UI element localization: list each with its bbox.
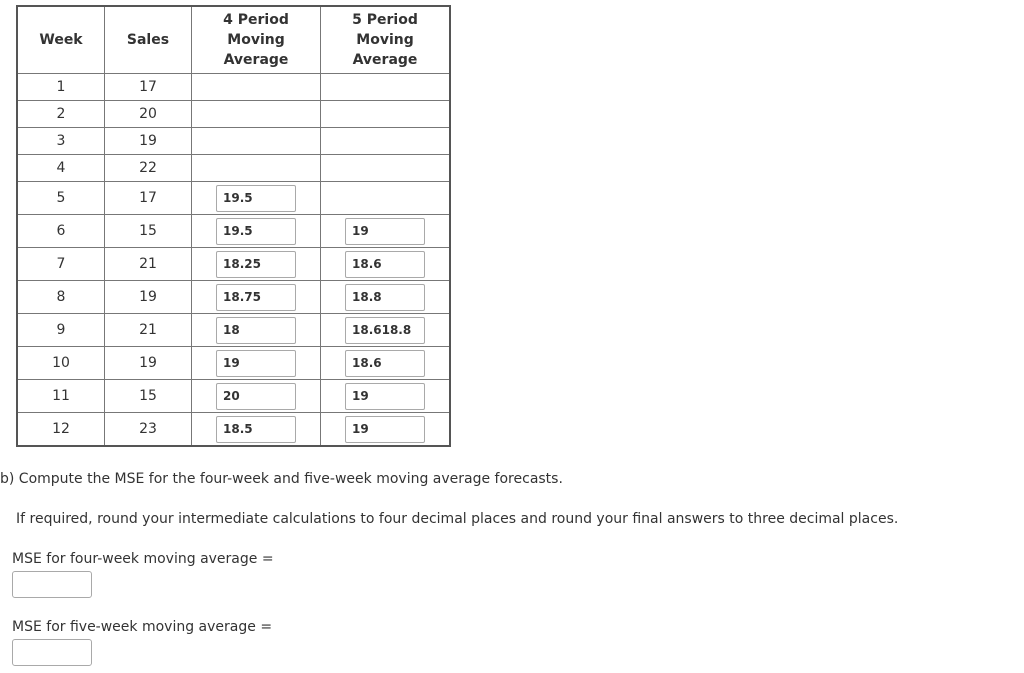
ma4-input[interactable]: 18 <box>216 317 296 344</box>
ma4-input[interactable]: 20 <box>216 383 296 410</box>
week-cell: 4 <box>17 155 105 182</box>
sales-cell: 15 <box>105 380 192 413</box>
ma5-cell <box>321 314 451 347</box>
part-b-question: b) Compute the MSE for the four-week and five-week moving average forecasts. <box>0 471 563 487</box>
week-cell: 8 <box>17 281 105 314</box>
ma4-cell <box>192 182 321 215</box>
mse-five-week-label: MSE for five-week moving average = <box>12 619 273 635</box>
ma4-cell <box>192 101 321 128</box>
ma4-header-line-3: Average <box>223 52 289 68</box>
ma5-input[interactable]: 19 <box>345 416 425 443</box>
week-cell: 6 <box>17 215 105 248</box>
ma5-cell <box>321 101 451 128</box>
ma5-cell <box>321 413 451 447</box>
ma4-cell <box>192 128 321 155</box>
week-cell: 1 <box>17 74 105 101</box>
ma5-input[interactable]: 19 <box>345 218 425 245</box>
sales-cell: 22 <box>105 155 192 182</box>
sales-cell: 17 <box>105 182 192 215</box>
ma4-input[interactable]: 19.5 <box>216 218 296 245</box>
table-row <box>17 314 450 347</box>
week-cell: 7 <box>17 248 105 281</box>
table-row <box>17 413 450 447</box>
ma4-input[interactable]: 19.5 <box>216 185 296 212</box>
ma5-input[interactable]: 18.618.8 <box>345 317 425 344</box>
ma5-header-line-3: Average <box>352 52 418 68</box>
ma5-input[interactable]: 18.8 <box>345 284 425 311</box>
table-row <box>17 281 450 314</box>
table-row <box>17 74 450 101</box>
ma4-input[interactable]: 19 <box>216 350 296 377</box>
week-cell: 5 <box>17 182 105 215</box>
ma4-cell <box>192 248 321 281</box>
ma5-cell <box>321 74 451 101</box>
moving-average-table <box>16 5 451 447</box>
ma5-header-line-1: 5 Period <box>352 12 418 28</box>
table-row <box>17 380 450 413</box>
ma5-cell <box>321 347 451 380</box>
week-cell: 12 <box>17 413 105 447</box>
sales-cell: 21 <box>105 248 192 281</box>
ma4-cell <box>192 314 321 347</box>
table-row <box>17 128 450 155</box>
week-cell: 11 <box>17 380 105 413</box>
ma5-input[interactable]: 18.6 <box>345 251 425 278</box>
ma5-cell <box>321 215 451 248</box>
week-cell: 3 <box>17 128 105 155</box>
table-header-row <box>17 6 450 74</box>
mse-five-week-input[interactable] <box>12 639 92 666</box>
table-row <box>17 182 450 215</box>
ma4-header <box>192 6 321 74</box>
week-cell: 10 <box>17 347 105 380</box>
ma4-cell <box>192 215 321 248</box>
ma4-cell <box>192 281 321 314</box>
ma4-input[interactable]: 18.5 <box>216 416 296 443</box>
sales-cell: 19 <box>105 281 192 314</box>
sales-cell: 15 <box>105 215 192 248</box>
sales-cell: 21 <box>105 314 192 347</box>
ma5-cell <box>321 155 451 182</box>
sales-cell: 19 <box>105 347 192 380</box>
week-cell: 2 <box>17 101 105 128</box>
table-row <box>17 347 450 380</box>
ma4-header-line-1: 4 Period <box>223 12 289 28</box>
ma4-input[interactable]: 18.25 <box>216 251 296 278</box>
ma4-cell <box>192 413 321 447</box>
sales-header: Sales <box>105 6 192 74</box>
ma4-header-line-2: Moving <box>227 32 285 48</box>
week-cell: 9 <box>17 314 105 347</box>
sales-cell: 17 <box>105 74 192 101</box>
ma5-cell <box>321 248 451 281</box>
part-b-instruction: If required, round your intermediate calculations to four decimal places and round your final answers to three decimal places. <box>16 511 899 527</box>
ma4-cell <box>192 74 321 101</box>
ma5-input[interactable]: 18.6 <box>345 350 425 377</box>
ma5-cell <box>321 281 451 314</box>
ma4-cell <box>192 347 321 380</box>
mse-four-week-label: MSE for four-week moving average = <box>12 551 274 567</box>
sales-cell: 20 <box>105 101 192 128</box>
ma5-header <box>321 6 451 74</box>
ma5-cell <box>321 380 451 413</box>
table-row <box>17 101 450 128</box>
table-body <box>17 74 450 447</box>
ma5-cell <box>321 128 451 155</box>
ma5-cell <box>321 182 451 215</box>
week-header: Week <box>17 6 105 74</box>
ma5-input[interactable]: 19 <box>345 383 425 410</box>
ma4-cell <box>192 155 321 182</box>
mse-four-week-input[interactable] <box>12 571 92 598</box>
ma5-header-line-2: Moving <box>356 32 414 48</box>
ma4-cell <box>192 380 321 413</box>
sales-cell: 23 <box>105 413 192 447</box>
table-row <box>17 248 450 281</box>
ma4-input[interactable]: 18.75 <box>216 284 296 311</box>
table-row <box>17 215 450 248</box>
table-row <box>17 155 450 182</box>
sales-cell: 19 <box>105 128 192 155</box>
